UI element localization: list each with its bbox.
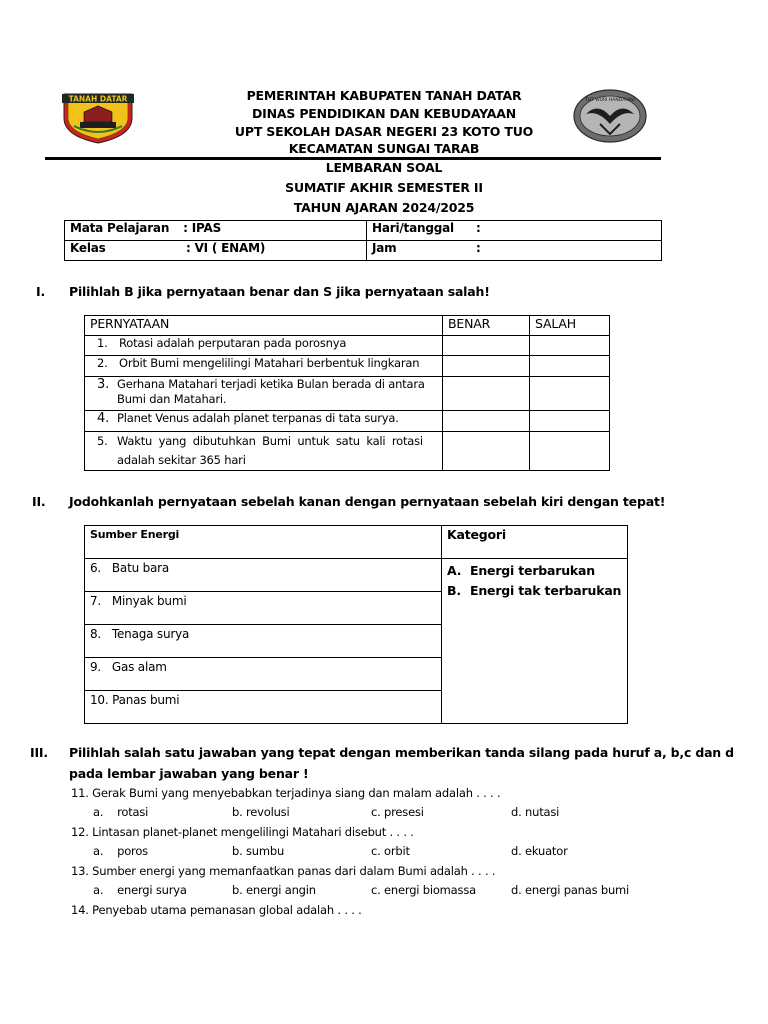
energy-source-item: 6. Batu bara [85,559,442,592]
day-cell [367,221,662,241]
statement-number: 4. [97,411,110,426]
false-answer-cell[interactable] [530,411,610,432]
subject-value: : IPAS [183,221,222,235]
energy-source-item: 10. Panas bumi [85,691,442,724]
day-value: : [476,221,481,235]
header-line-3: UPT SEKOLAH DASAR NEGERI 23 KOTO TUO [234,124,534,139]
section-3-instruction-line-1: Pilihlah salah satu jawaban yang tepat dengan memberikan tanda silang pada huruf a, b,c dan d [69,745,734,760]
false-answer-cell[interactable] [530,336,610,356]
option-a[interactable]: a. rotasi [93,805,149,819]
matching-table [84,525,628,724]
time-value: : [476,241,481,255]
question-text: 11. Gerak Bumi yang menyebabkan terjadinya siang dan malam adalah . . . . [71,786,501,800]
statement-number: 5. [97,434,108,448]
svg-text:TUT WURI HANDAYANI: TUT WURI HANDAYANI [585,98,635,103]
subject-label: Mata Pelajaran [70,221,170,235]
option-d[interactable]: d. energi panas bumi [511,883,630,897]
section-3-instruction-line-2: pada lembar jawaban yang benar ! [69,766,309,781]
info-table [64,220,662,261]
statement-text-cont: adalah sekitar 365 hari [117,453,246,467]
statement-text: Rotasi adalah perputaran pada porosnya [119,336,347,350]
category-list [442,559,628,724]
option-a[interactable]: a. energi surya [93,883,187,897]
time-cell [367,241,662,261]
true-header: BENAR [443,316,530,336]
question-text: 14. Penyebab utama pemanasan global adalah . . . . [71,903,362,917]
option-d[interactable]: d. ekuator [511,844,568,858]
svg-text:TANAH DATAR: TANAH DATAR [68,94,128,104]
option-d[interactable]: d. nutasi [511,805,560,819]
day-label: Hari/tanggal [372,221,454,235]
section-3-number: III. [30,745,48,760]
statement-row [85,356,610,377]
statement-text: Waktu yang dibutuhkan Bumi untuk satu kali rotasi [117,434,423,448]
false-header: SALAH [530,316,610,336]
header-line-2: DINAS PENDIDIKAN DAN KEBUDAYAAN [252,106,516,121]
energy-source-item: 9. Gas alam [85,658,442,691]
statement-number: 2. [97,356,108,370]
option-c[interactable]: c. energi biomassa [371,883,476,897]
header-line-4: KECAMATAN SUNGAI TARAB [288,141,480,156]
doc-year: TAHUN AJARAN 2024/2025 [293,200,475,215]
class-label: Kelas [70,241,106,255]
subject-cell [65,221,367,241]
section-2-instruction: Jodohkanlah pernyataan sebelah kanan dengan pernyataan sebelah kiri dengan tepat! [69,494,666,509]
statement-text: Gerhana Matahari terjadi ketika Bulan berada di antara [117,377,425,391]
true-answer-cell[interactable] [443,336,530,356]
question-text: 13. Sumber energi yang memanfaatkan panas dari dalam Bumi adalah . . . . [71,864,496,878]
option-c[interactable]: c. presesi [371,805,424,819]
class-value: : VI ( ENAM) [186,241,266,255]
false-answer-cell[interactable] [530,377,610,411]
category-item-b: B. Energi tak terbarukan [447,583,622,598]
statement-number: 3. [97,377,110,392]
statement-table [84,315,610,471]
doc-title: LEMBARAN SOAL [325,160,443,175]
true-answer-cell[interactable] [443,411,530,432]
energy-source-header: Sumber Energi [85,526,442,559]
category-header: Kategori [442,526,628,559]
statement-row [85,432,610,471]
false-answer-cell[interactable] [530,356,610,377]
option-a[interactable]: a. poros [93,844,148,858]
statement-row [85,411,610,432]
section-1-instruction: Pilihlah B jika pernyataan benar dan S jika pernyataan salah! [69,284,490,299]
time-label: Jam [372,241,397,255]
statement-text-cont: Bumi dan Matahari. [117,392,227,406]
statement-header: PERNYATAAN [85,316,443,336]
statement-row [85,377,610,411]
class-cell [65,241,367,261]
true-answer-cell[interactable] [443,377,530,411]
option-b[interactable]: b. energi angin [232,883,316,897]
true-answer-cell[interactable] [443,432,530,471]
false-answer-cell[interactable] [530,432,610,471]
statement-row [85,336,610,356]
doc-subtitle: SUMATIF AKHIR SEMESTER II [285,180,483,195]
option-c[interactable]: c. orbit [371,844,410,858]
header-line-1: PEMERINTAH KABUPATEN TANAH DATAR [246,88,522,103]
section-1-number: I. [36,284,45,299]
section-2-number: II. [32,494,46,509]
energy-source-item: 8. Tenaga surya [85,625,442,658]
statement-text: Orbit Bumi mengelilingi Matahari berbentuk lingkaran [119,356,420,370]
statement-text: Planet Venus adalah planet terpanas di tata surya. [117,411,399,425]
energy-source-item: 7. Minyak bumi [85,592,442,625]
statement-number: 1. [97,336,108,350]
category-item-a: A. Energi terbarukan [447,563,595,578]
true-answer-cell[interactable] [443,356,530,377]
question-text: 12. Lintasan planet-planet mengelilingi Matahari disebut . . . . [71,825,414,839]
option-b[interactable]: b. sumbu [232,844,285,858]
tut-wuri-handayani-logo [572,88,648,144]
option-b[interactable]: b. revolusi [232,805,290,819]
